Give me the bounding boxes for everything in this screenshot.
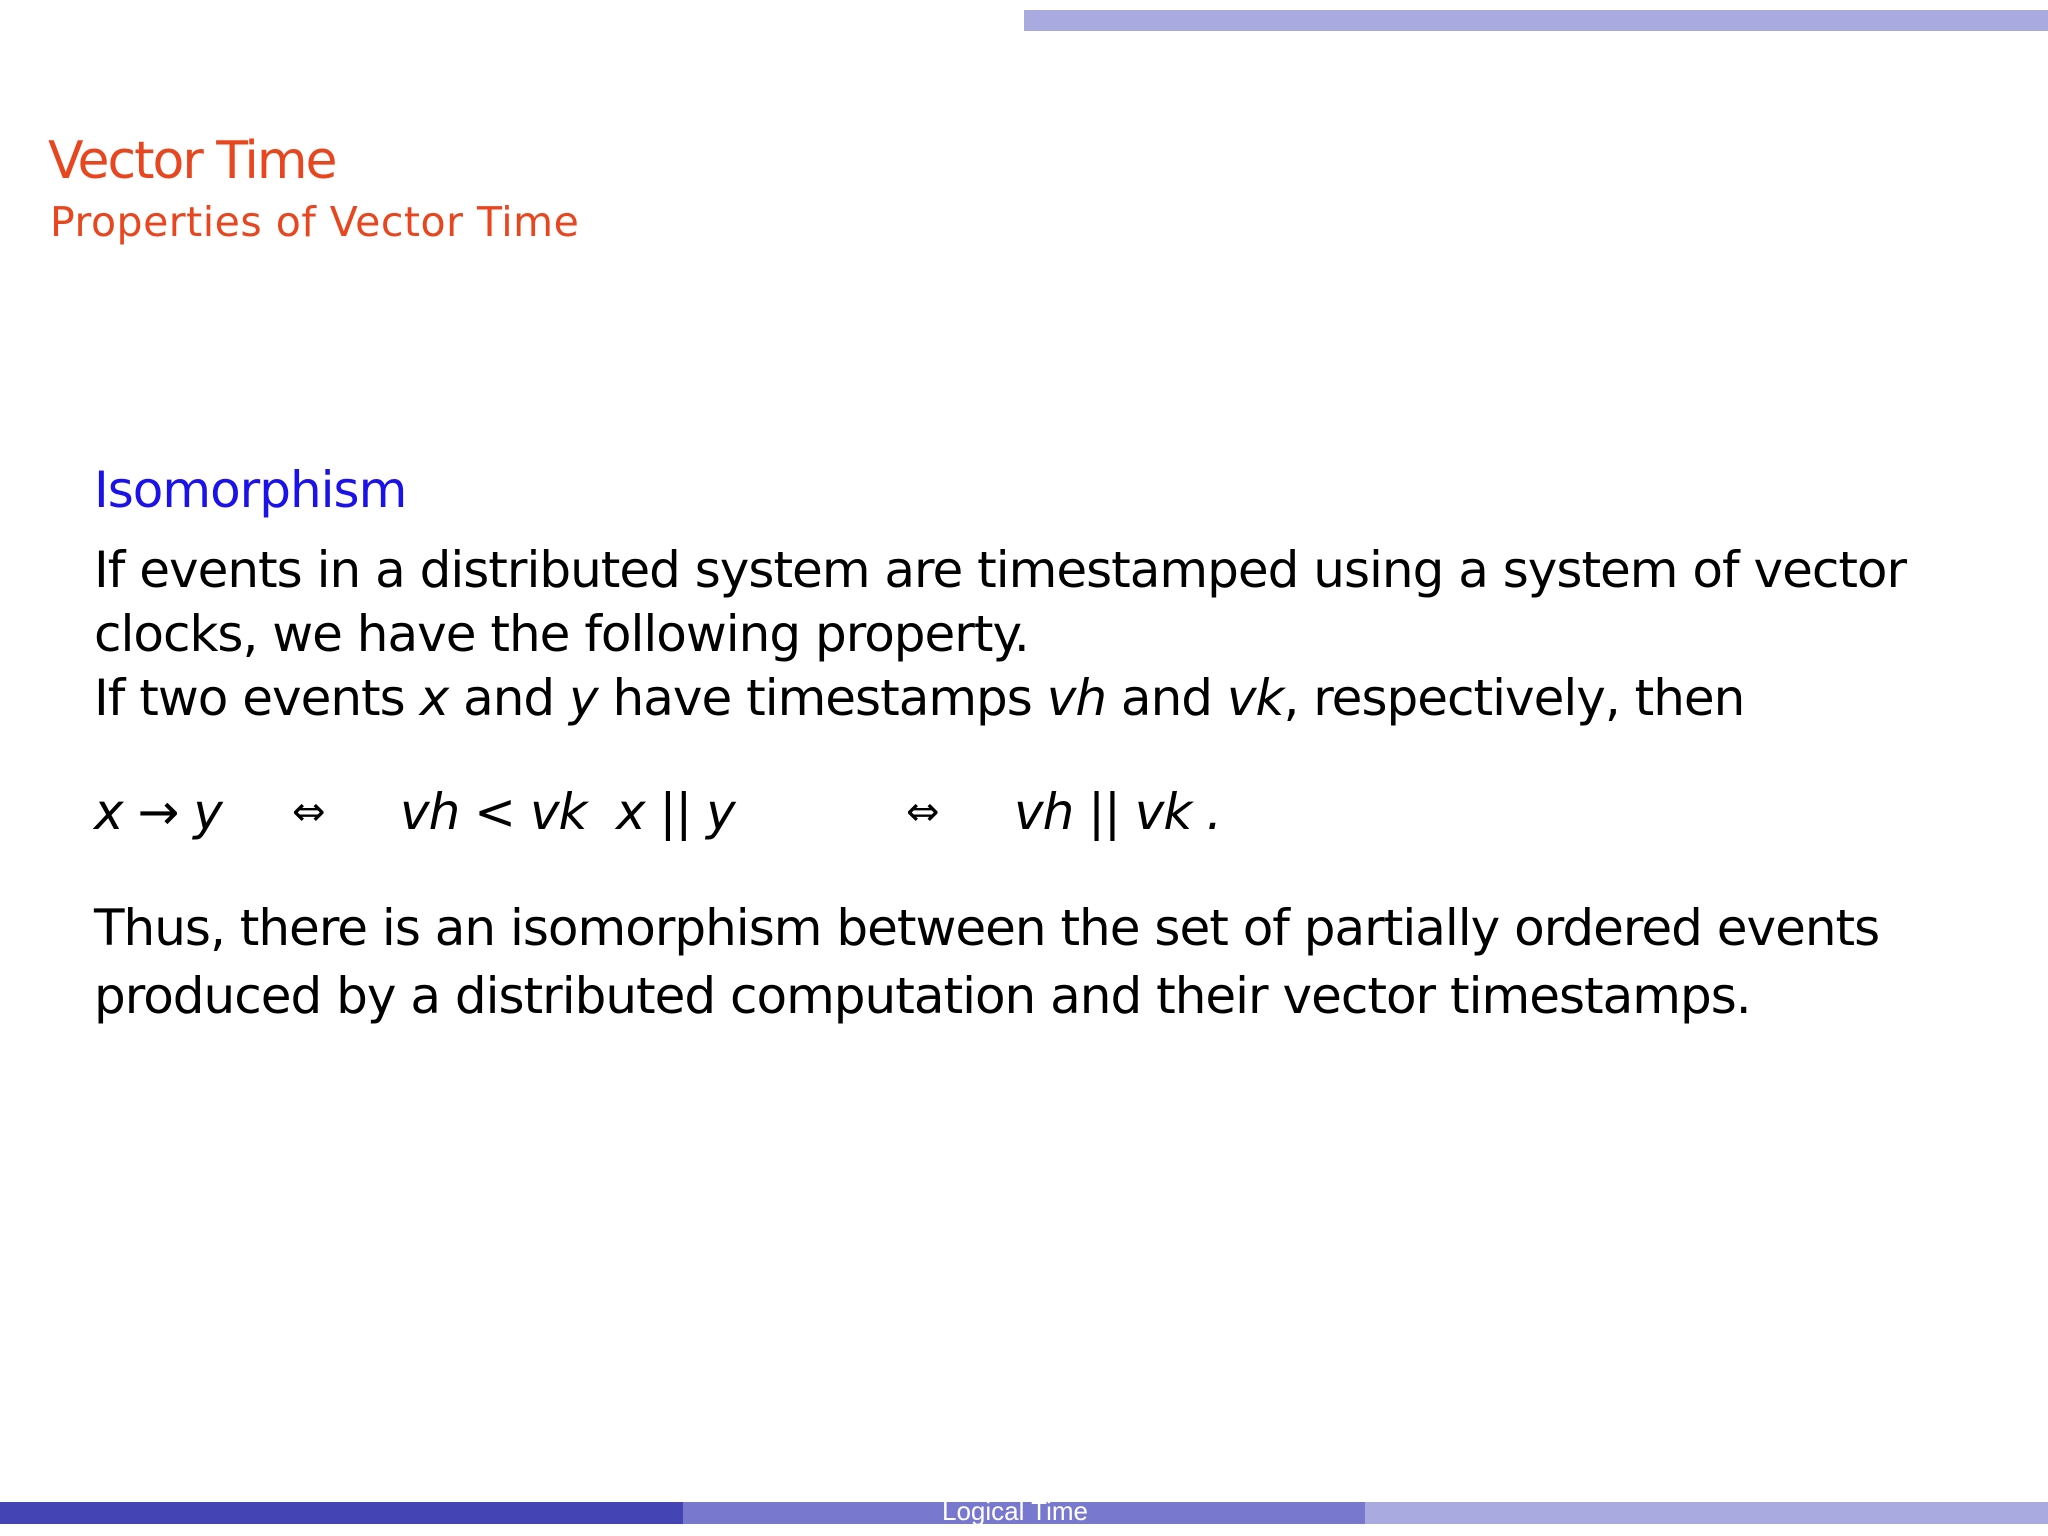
intro-line-1: If events in a distributed system are timestamped using a system of vector xyxy=(94,541,1907,599)
intro-line-2: clocks, we have the following property. xyxy=(94,605,1029,663)
timestamps-text-3: have timestamps xyxy=(597,669,1047,727)
formula-iff-1: ⇔ xyxy=(292,789,325,835)
formula-vh-concurrent-vk: vh || vk . xyxy=(1014,783,1222,841)
conclusion-paragraph xyxy=(94,894,1879,1030)
slide-subtitle: Properties of Vector Time xyxy=(50,198,580,246)
footer-segment-right xyxy=(1365,1502,2048,1524)
timestamps-line xyxy=(94,666,1906,730)
footer-segment-left xyxy=(0,1502,683,1524)
timestamp-vh-var: vh xyxy=(1046,669,1107,727)
footer-title: Logical Time xyxy=(942,1496,1088,1526)
conclusion-line-1: Thus, there is an isomorphism between the set of partially ordered events xyxy=(94,899,1880,957)
timestamp-vk-var: vk xyxy=(1226,669,1284,727)
top-accent-bar xyxy=(1024,10,2048,31)
intro-paragraph xyxy=(94,538,1906,730)
timestamps-text-5: , respectively, then xyxy=(1283,669,1745,727)
formula-iff-2: ⇔ xyxy=(906,789,939,835)
event-y-var: y xyxy=(569,669,598,727)
slide-title: Vector Time xyxy=(48,131,336,191)
section-heading: Isomorphism xyxy=(94,461,407,519)
timestamps-text-1: If two events xyxy=(94,669,420,727)
formula-vh-less-vk: vh < vk xyxy=(400,783,587,841)
formula-concurrent: x || y xyxy=(616,783,735,841)
formula-happens-before: x → y xyxy=(94,783,222,841)
timestamps-text-4: and xyxy=(1106,669,1227,727)
timestamps-text-2: and xyxy=(448,669,570,727)
conclusion-line-2: produced by a distributed computation and their vector timestamps. xyxy=(94,967,1751,1025)
event-x-var: x xyxy=(419,669,449,727)
